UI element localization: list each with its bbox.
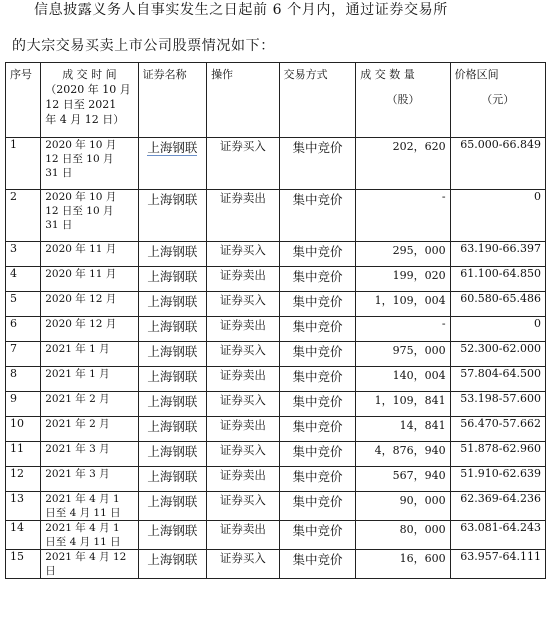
cell-security-name — [138, 492, 206, 521]
cell-security-name-text: 上海钢联 — [147, 319, 198, 334]
cell-time — [41, 442, 138, 467]
cell-op — [207, 342, 280, 367]
cell-mode — [279, 267, 356, 292]
cell-mode-text: 集中竞价 — [292, 140, 343, 155]
cell-price — [450, 367, 545, 392]
cell-seq — [6, 417, 41, 442]
cell-op — [207, 392, 280, 417]
cell-seq-text: 14 — [10, 521, 24, 534]
cell-seq — [6, 392, 41, 417]
cell-seq-text: 13 — [10, 492, 24, 505]
cell-security-name — [138, 138, 206, 190]
cell-time — [41, 521, 138, 550]
cell-qty-text: 4，876，940 — [374, 444, 446, 457]
cell-op — [207, 317, 280, 342]
cell-time — [41, 392, 138, 417]
cell-price-text: 57.804-64.500 — [460, 367, 541, 380]
cell-mode — [279, 342, 356, 367]
cell-price-text: 63.190-66.397 — [460, 242, 541, 255]
cell-op-text: 证券卖出 — [219, 522, 266, 536]
cell-seq — [6, 138, 41, 190]
cell-time-line: 2020 年 11 月 — [45, 243, 117, 255]
cell-qty — [356, 417, 450, 442]
cell-seq-text: 4 — [10, 267, 17, 280]
cell-security-name — [138, 190, 206, 242]
cell-price — [450, 190, 545, 242]
table-body — [6, 138, 546, 579]
cell-price-text: 53.198-57.600 — [460, 392, 541, 405]
block-trade-table — [5, 62, 546, 579]
cell-time-line: 2021 年 3 月 — [45, 443, 110, 455]
cell-seq-text: 7 — [10, 342, 17, 355]
cell-qty-text: 1，109，841 — [374, 394, 446, 407]
cell-op — [207, 417, 280, 442]
cell-op — [207, 442, 280, 467]
cell-time-line: 2021 年 4 月 1 — [45, 522, 120, 534]
cell-security-name-text: 上海钢联 — [147, 419, 198, 434]
cell-time-line: 2020 年 10 月 — [45, 139, 117, 151]
header-time — [41, 63, 138, 138]
cell-price-text: 65.000-66.849 — [460, 138, 541, 151]
cell-time — [41, 492, 138, 521]
header-op — [207, 63, 280, 138]
cell-time-line: 2021 年 4 月 1 — [45, 493, 120, 505]
cell-op-text: 证券卖出 — [219, 318, 266, 332]
header-time-line1: 成 交 时 间 — [62, 68, 117, 81]
cell-security-name-text: 上海钢联 — [147, 244, 198, 259]
cell-seq — [6, 467, 41, 492]
header-name — [138, 63, 206, 138]
table-row — [6, 467, 546, 492]
cell-security-name — [138, 367, 206, 392]
cell-seq — [6, 367, 41, 392]
cell-price — [450, 267, 545, 292]
cell-mode — [279, 190, 356, 242]
cell-mode-text: 集中竞价 — [292, 244, 343, 259]
cell-time-line: 2021 年 3 月 — [45, 468, 110, 480]
cell-security-name-text: 上海钢联 — [147, 344, 198, 359]
cell-time — [41, 467, 138, 492]
cell-price — [450, 521, 545, 550]
cell-price-text: 62.369-64.236 — [460, 492, 541, 505]
cell-op-text: 证券卖出 — [219, 268, 266, 282]
table-row — [6, 342, 546, 367]
cell-mode-text: 集中竞价 — [292, 552, 343, 567]
cell-mode-text: 集中竞价 — [292, 369, 343, 384]
cell-time-line: 日至 4 月 11 日 — [45, 507, 121, 519]
cell-op-text: 证券买入 — [219, 343, 266, 357]
cell-security-name-text: 上海钢联 — [147, 523, 198, 538]
cell-seq-text: 12 — [10, 467, 24, 480]
intro-line-2: 的大宗交易买卖上市公司股票情况如下： — [12, 38, 275, 54]
table-header-row — [6, 63, 546, 138]
cell-price — [450, 138, 545, 190]
cell-mode — [279, 467, 356, 492]
table-row — [6, 190, 546, 242]
cell-mode — [279, 317, 356, 342]
cell-mode-text: 集中竞价 — [292, 444, 343, 459]
cell-time-line: 12 日至 10 月 — [45, 153, 114, 165]
cell-qty-text: 202，620 — [392, 140, 446, 153]
table-row — [6, 267, 546, 292]
cell-seq-text: 8 — [10, 367, 17, 380]
cell-mode-text: 集中竞价 — [292, 269, 343, 284]
cell-mode-text: 集中竞价 — [292, 294, 343, 309]
table-row — [6, 417, 546, 442]
cell-time-line: 2021 年 4 月 12 — [45, 551, 127, 563]
header-price — [450, 63, 545, 138]
cell-mode — [279, 521, 356, 550]
cell-qty — [356, 521, 450, 550]
table-row — [6, 392, 546, 417]
cell-time — [41, 267, 138, 292]
cell-seq — [6, 242, 41, 267]
cell-seq-text: 6 — [10, 317, 17, 330]
cell-op — [207, 190, 280, 242]
cell-mode — [279, 367, 356, 392]
cell-op-text: 证券买入 — [219, 139, 266, 153]
table-row — [6, 242, 546, 267]
table-row — [6, 492, 546, 521]
cell-time-line: 日 — [45, 565, 56, 577]
cell-seq-text: 5 — [10, 292, 17, 305]
cell-price-text: 61.100-64.850 — [460, 267, 541, 280]
cell-op-text: 证券买入 — [219, 443, 266, 457]
cell-price — [450, 342, 545, 367]
cell-qty-text: 80，000 — [399, 523, 446, 536]
cell-op-text: 证券卖出 — [219, 191, 266, 205]
cell-time-line: 2021 年 2 月 — [45, 418, 110, 430]
cell-time-line: 2021 年 1 月 — [45, 343, 110, 355]
cell-price-text: 0 — [534, 317, 541, 330]
cell-price-text: 60.580-65.486 — [460, 292, 541, 305]
header-price-line1: 价格区间 — [454, 68, 499, 81]
cell-time-line: 12 日至 10 月 — [45, 205, 114, 217]
cell-qty-text: 140，004 — [392, 369, 446, 382]
cell-price — [450, 492, 545, 521]
cell-mode — [279, 138, 356, 190]
cell-qty-text: 199，020 — [392, 269, 446, 282]
cell-mode — [279, 492, 356, 521]
cell-security-name — [138, 442, 206, 467]
cell-qty-text: 295，000 — [392, 244, 446, 257]
cell-price-text: 63.957-64.111 — [460, 550, 541, 563]
cell-mode — [279, 550, 356, 579]
cell-time-line: 2020 年 10 月 — [45, 191, 117, 203]
cell-qty — [356, 342, 450, 367]
cell-op-text: 证券卖出 — [219, 468, 266, 482]
cell-seq-text: 2 — [10, 190, 17, 203]
cell-price — [450, 442, 545, 467]
cell-time-line: 31 日 — [45, 219, 73, 231]
cell-time-line: 31 日 — [45, 167, 73, 179]
cell-qty — [356, 367, 450, 392]
cell-mode-text: 集中竞价 — [292, 192, 343, 207]
cell-qty — [356, 467, 450, 492]
intro-line-1: 信息披露义务人自事实发生之日起前 6 个月内，通过证券交易所 — [34, 2, 448, 18]
cell-security-name — [138, 292, 206, 317]
cell-qty — [356, 267, 450, 292]
cell-mode — [279, 442, 356, 467]
cell-op — [207, 267, 280, 292]
cell-time — [41, 317, 138, 342]
cell-mode-text: 集中竞价 — [292, 344, 343, 359]
cell-mode-text: 集中竞价 — [292, 419, 343, 434]
cell-mode-text: 集中竞价 — [292, 469, 343, 484]
cell-seq — [6, 292, 41, 317]
cell-security-name-text: 上海钢联 — [147, 369, 198, 384]
cell-security-name — [138, 392, 206, 417]
cell-qty — [356, 190, 450, 242]
cell-time — [41, 367, 138, 392]
cell-mode — [279, 392, 356, 417]
cell-time-line: 2020 年 11 月 — [45, 268, 117, 280]
cell-qty — [356, 492, 450, 521]
cell-op-text: 证券买入 — [219, 493, 266, 507]
cell-time — [41, 292, 138, 317]
table-row — [6, 442, 546, 467]
cell-seq — [6, 492, 41, 521]
cell-mode-text: 集中竞价 — [292, 319, 343, 334]
cell-price — [450, 417, 545, 442]
cell-security-name — [138, 317, 206, 342]
table-row — [6, 292, 546, 317]
cell-security-name — [138, 267, 206, 292]
cell-security-name-text: 上海钢联 — [147, 394, 198, 409]
table-row — [6, 138, 546, 190]
cell-time-line: 2020 年 12 月 — [45, 318, 117, 330]
cell-qty-text: 14，841 — [399, 419, 446, 432]
cell-qty — [356, 292, 450, 317]
cell-mode — [279, 292, 356, 317]
cell-qty-text: 1，109，004 — [374, 294, 446, 307]
cell-price-text: 63.081-64.243 — [460, 521, 541, 534]
cell-qty — [356, 392, 450, 417]
cell-price-text: 51.878-62.960 — [460, 442, 541, 455]
cell-price-text: 56.470-57.662 — [460, 417, 541, 430]
cell-qty — [356, 138, 450, 190]
cell-qty — [356, 442, 450, 467]
cell-seq — [6, 342, 41, 367]
cell-price — [450, 317, 545, 342]
cell-mode-text: 集中竞价 — [292, 494, 343, 509]
cell-op — [207, 292, 280, 317]
cell-op-text: 证券买入 — [219, 293, 266, 307]
header-time-line3: 12 日至 2021 — [45, 98, 117, 111]
header-qty — [356, 63, 450, 138]
header-time-line4: 年 4 月 12 日） — [45, 113, 125, 126]
cell-qty-text: - — [441, 317, 446, 330]
cell-time — [41, 417, 138, 442]
cell-security-name-text: 上海钢联 — [147, 140, 198, 155]
cell-mode — [279, 417, 356, 442]
cell-seq — [6, 442, 41, 467]
cell-op — [207, 467, 280, 492]
cell-security-name — [138, 550, 206, 579]
cell-seq — [6, 317, 41, 342]
cell-op-text: 证券买入 — [219, 393, 266, 407]
cell-mode — [279, 242, 356, 267]
cell-seq — [6, 267, 41, 292]
cell-op — [207, 550, 280, 579]
header-price-line2: （元） — [481, 93, 515, 106]
cell-security-name-text: 上海钢联 — [147, 192, 198, 207]
cell-op — [207, 521, 280, 550]
cell-time — [41, 138, 138, 190]
cell-qty-text: - — [441, 190, 446, 203]
header-op-label: 操作 — [211, 68, 234, 81]
cell-qty-text: 567，940 — [392, 469, 446, 482]
header-seq — [6, 63, 41, 138]
cell-seq — [6, 190, 41, 242]
cell-time — [41, 190, 138, 242]
cell-seq-text: 15 — [10, 550, 24, 563]
header-time-line2: （2020 年 10 月 — [45, 83, 131, 96]
cell-mode-text: 集中竞价 — [292, 523, 343, 538]
cell-seq — [6, 550, 41, 579]
cell-qty-text: 90，000 — [399, 494, 446, 507]
header-name-label: 证券名称 — [142, 68, 187, 81]
cell-price — [450, 550, 545, 579]
cell-op — [207, 138, 280, 190]
cell-time — [41, 342, 138, 367]
header-mode-label: 交易方式 — [283, 68, 328, 81]
cell-price-text: 51.910-62.639 — [460, 467, 541, 480]
cell-seq-text: 11 — [10, 442, 24, 455]
header-qty-line1: 成 交 数 量 — [360, 68, 415, 81]
header-qty-line2: （股） — [386, 93, 420, 106]
cell-op — [207, 242, 280, 267]
table-row — [6, 317, 546, 342]
cell-security-name — [138, 417, 206, 442]
cell-seq-text: 1 — [10, 138, 17, 151]
cell-op — [207, 492, 280, 521]
header-seq-label: 序号 — [10, 68, 32, 81]
cell-security-name-text: 上海钢联 — [147, 469, 198, 484]
cell-seq-text: 10 — [10, 417, 24, 430]
cell-security-name — [138, 242, 206, 267]
cell-price — [450, 242, 545, 267]
cell-seq-text: 9 — [10, 392, 17, 405]
cell-seq — [6, 521, 41, 550]
cell-security-name — [138, 521, 206, 550]
cell-security-name-text: 上海钢联 — [147, 269, 198, 284]
cell-price — [450, 392, 545, 417]
cell-security-name — [138, 342, 206, 367]
cell-qty — [356, 242, 450, 267]
cell-op-text: 证券买入 — [219, 243, 266, 257]
cell-security-name-text: 上海钢联 — [147, 444, 198, 459]
cell-qty — [356, 550, 450, 579]
cell-op-text: 证券卖出 — [219, 368, 266, 382]
table-row — [6, 367, 546, 392]
cell-qty-text: 16，600 — [399, 552, 446, 565]
table-row — [6, 521, 546, 550]
cell-security-name-text: 上海钢联 — [147, 294, 198, 309]
cell-price — [450, 467, 545, 492]
cell-mode-text: 集中竞价 — [292, 394, 343, 409]
cell-security-name-text: 上海钢联 — [147, 494, 198, 509]
cell-op — [207, 367, 280, 392]
cell-qty — [356, 317, 450, 342]
cell-time-line: 2021 年 2 月 — [45, 393, 110, 405]
cell-op-text: 证券买入 — [219, 551, 266, 565]
cell-time — [41, 242, 138, 267]
cell-security-name — [138, 467, 206, 492]
cell-time — [41, 550, 138, 579]
cell-time-line: 日至 4 月 11 日 — [45, 536, 121, 548]
cell-security-name-text: 上海钢联 — [147, 552, 198, 567]
cell-op-text: 证券卖出 — [219, 418, 266, 432]
cell-seq-text: 3 — [10, 242, 17, 255]
cell-qty-text: 975，000 — [392, 344, 446, 357]
cell-price-text: 0 — [534, 190, 541, 203]
cell-price-text: 52.300-62.000 — [460, 342, 541, 355]
cell-time-line: 2021 年 1 月 — [45, 368, 110, 380]
cell-price — [450, 292, 545, 317]
header-mode — [279, 63, 356, 138]
cell-time-line: 2020 年 12 月 — [45, 293, 117, 305]
table-row — [6, 550, 546, 579]
